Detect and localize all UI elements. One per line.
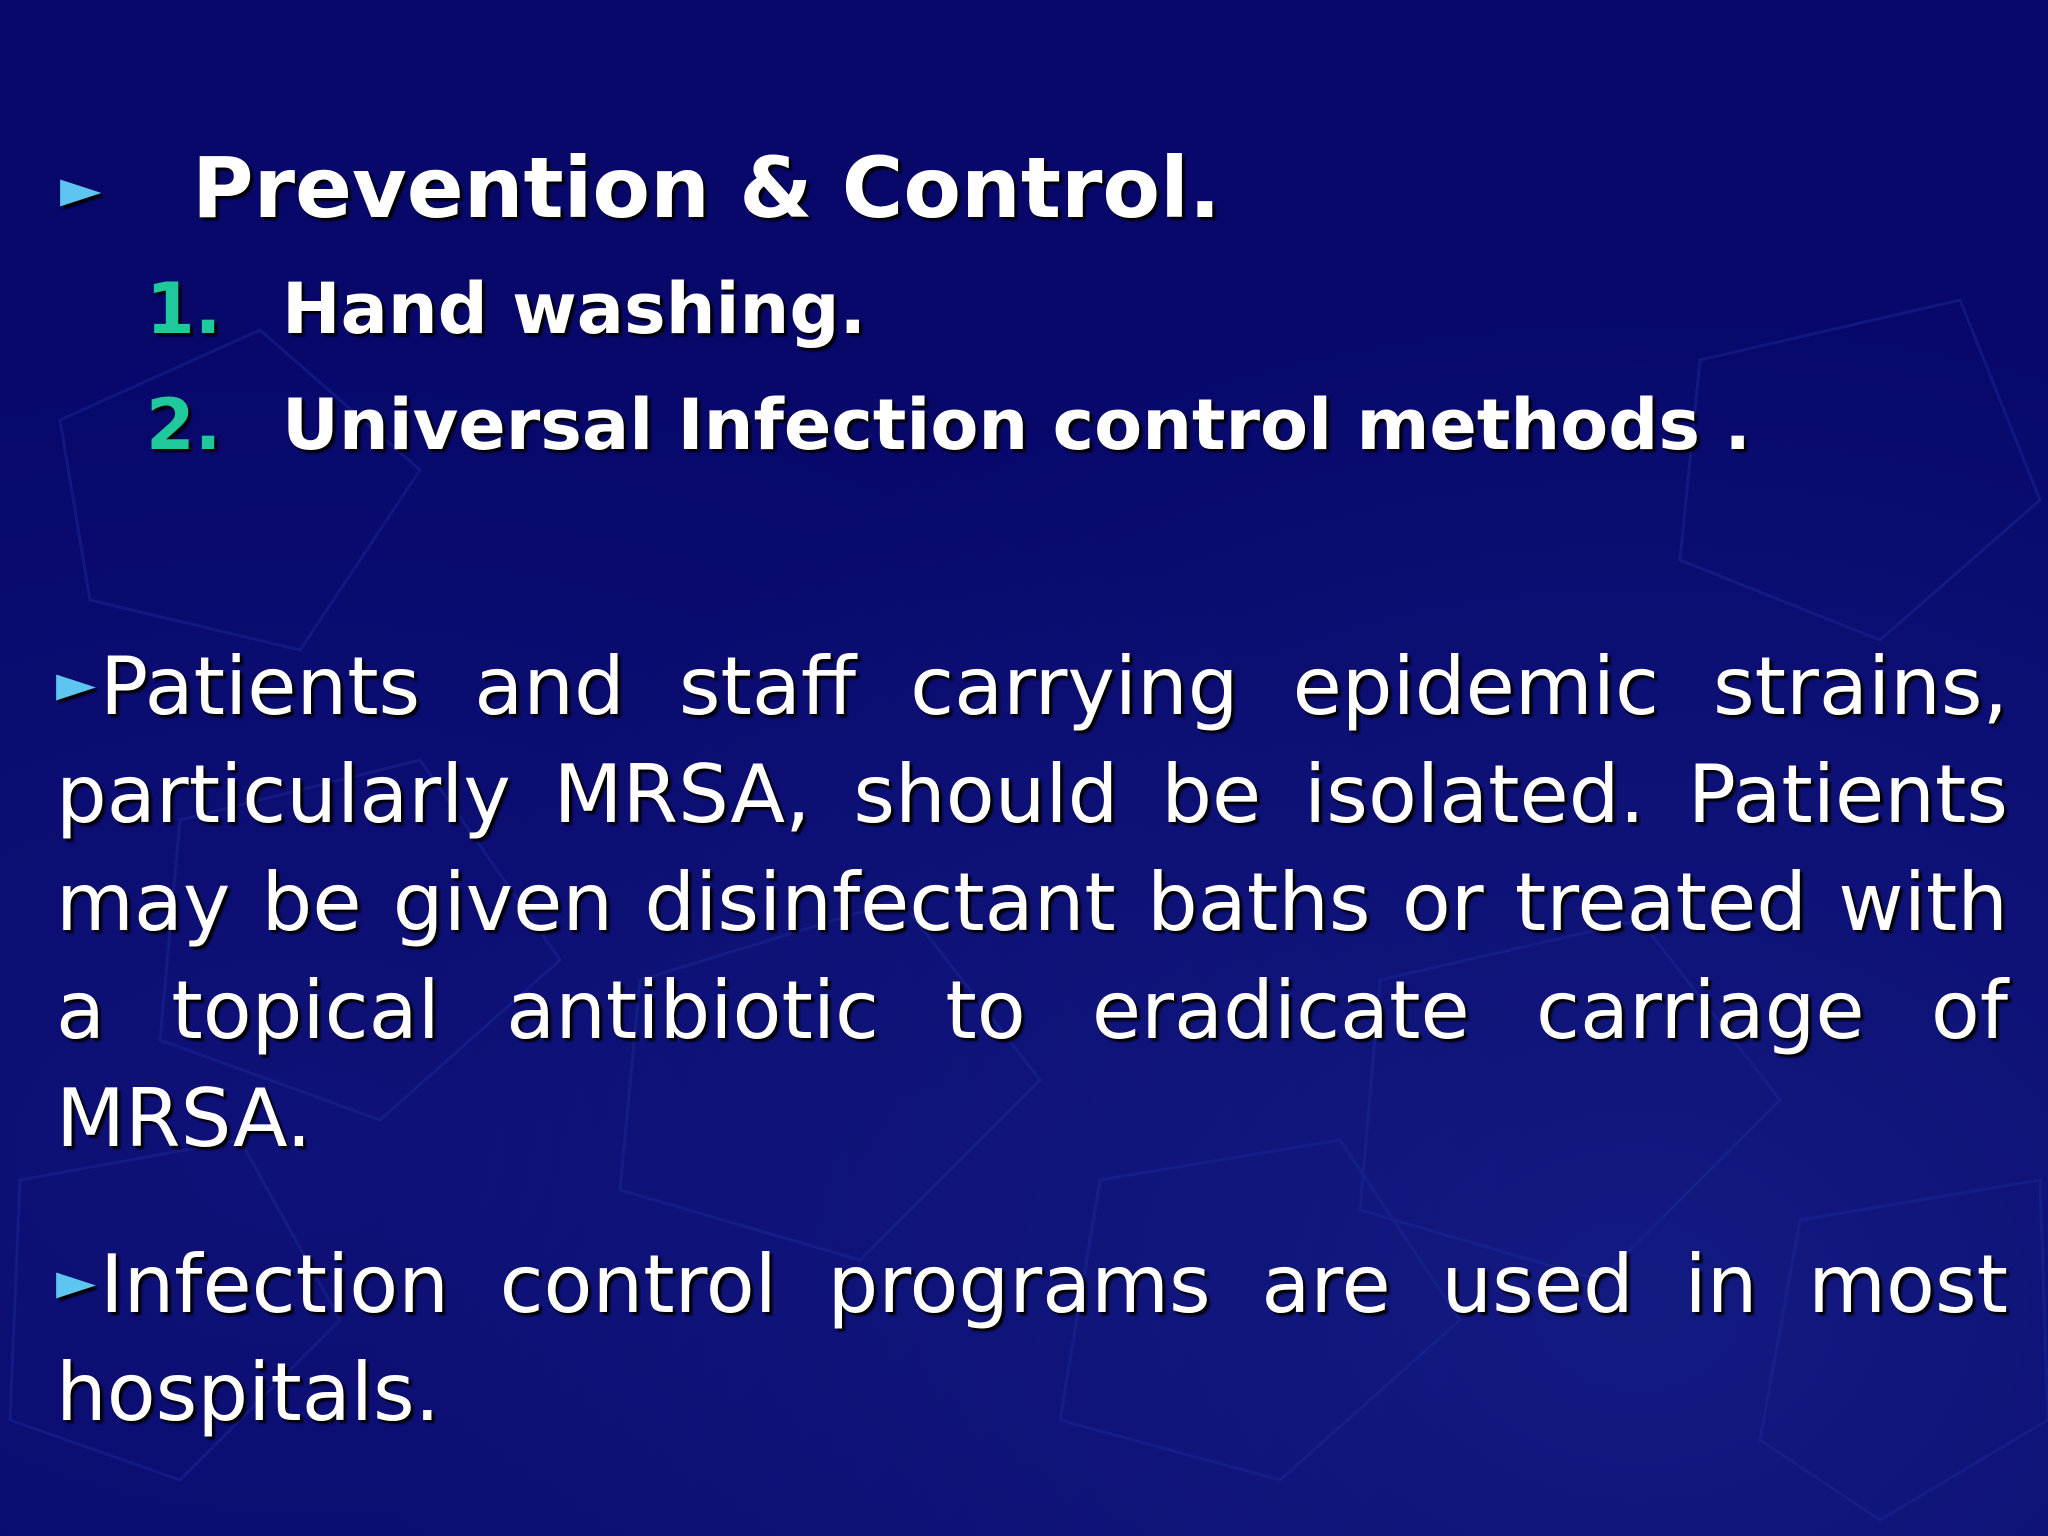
- paragraph-text: Patients and staff carrying epidemic strains, particularly MRSA, should be isolated. Patients may be given disinfectant baths or treated with a topical antibiotic to eradicate carriage of MRSA.: [56, 640, 2008, 1165]
- paragraph-text: Infection control programs are used in most hospitals.: [56, 1238, 2008, 1439]
- triangle-right-icon: ►: [56, 654, 96, 714]
- list-number: 1.: [146, 268, 222, 350]
- triangle-right-icon: ►: [56, 1252, 96, 1312]
- list-item: [146, 264, 866, 354]
- list-item: [146, 380, 1751, 470]
- heading-row: [60, 138, 1221, 238]
- list-item-text: Hand washing.: [282, 268, 867, 350]
- triangle-right-icon: ►: [60, 156, 102, 220]
- slide-heading: Prevention & Control.: [192, 139, 1221, 237]
- body-paragraph: [56, 630, 2008, 1173]
- list-number: 2.: [146, 384, 222, 466]
- body-paragraph: [56, 1228, 2008, 1447]
- list-item-text: Universal Infection control methods .: [282, 384, 1752, 466]
